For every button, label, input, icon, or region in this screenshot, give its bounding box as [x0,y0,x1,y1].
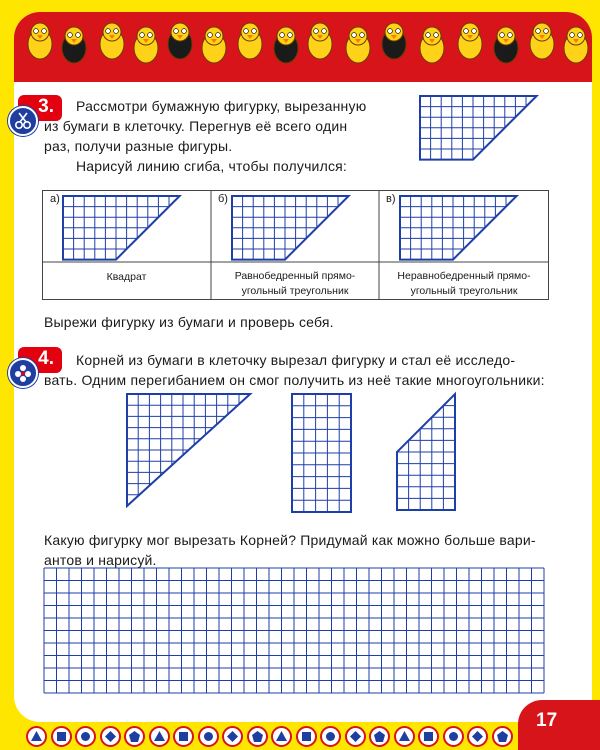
poly3-grid-lines [397,394,455,510]
cartoon-character-icon [168,23,192,59]
header-banner [14,12,592,82]
cartoon-character-icon [134,27,158,63]
decorative-shape-icon [271,726,292,747]
flower-glyph [10,360,36,386]
table-cell-c-figure [400,196,530,256]
decorative-shape-icon [418,726,439,747]
table-cell-a-caption [42,270,211,285]
scissors-glyph [10,108,36,134]
decorative-shape-icon [198,726,219,747]
cartoon-character-icon [238,23,262,59]
cartoon-character-icon [458,23,482,59]
cartoon-character-icon [28,23,52,59]
cartoon-character-icon [202,27,226,63]
task-4-question-line-2: антов и нарисуй. [44,552,157,568]
table-cell-b-figure [232,196,362,256]
task-3-text-line-3: раз, получи разные фигуры. [44,138,233,154]
task-3-text-line-2: из бумаги в клеточку. Перегнув её всего один [44,118,348,134]
drawing-grid-area[interactable] [44,568,544,696]
decorative-shape-icon [394,726,415,747]
caption-b-line-2: угольный треугольник [241,285,349,297]
page-number-badge [518,700,600,750]
cartoon-character-icon [308,23,332,59]
caption-b-line-1: Равнобедренный прямо- [234,270,356,282]
caption-c-line-2: угольный треугольник [410,285,518,297]
task-3-text-line-4: Нарисуй линию сгиба, чтобы получился: [76,158,348,174]
decorative-shape-icon [443,726,464,747]
cartoon-character-icon [564,27,588,63]
decorative-shape-icon [320,726,341,747]
decorative-shape-icon [492,726,513,747]
table-cell-b-caption [211,269,379,299]
task-4-number: 4. [38,348,54,369]
decorative-shape-icon [26,726,47,747]
task-3-text-line-1: Рассмотри бумажную фигурку, вырезанную [76,98,367,114]
caption-c-line-1: Неравнобедренный прямо- [397,270,531,282]
cartoon-character-icon [420,27,444,63]
table-cell-b-label: б) [218,193,228,205]
task-4-question-line-1: Какую фигурку мог вырезать Корней? Придумай как можно больше вари- [44,532,536,548]
flower-icon [8,358,38,388]
table-cell-c-caption [379,269,549,299]
cell-b-grid-lines [232,196,349,260]
task-4-text-line-1: Корней из бумаги в клеточку вырезал фигурку и стал её исследо- [76,352,516,368]
poly2-grid-lines [292,394,351,512]
polygon-trapezoid-figure [397,394,462,514]
decorative-shape-icon [467,726,488,747]
cartoon-character-icon [494,27,518,63]
decorative-shape-icon [369,726,390,747]
task-3-footer-text: Вырежи фигурку из бумаги и проверь себя. [44,314,334,330]
sample-grid-figure [420,96,550,166]
decorative-shape-icon [149,726,170,747]
table-cell-a-figure [63,196,193,256]
cartoon-character-icon [346,27,370,63]
decorative-shape-icon [173,726,194,747]
table-cell-a-label: а) [50,193,60,205]
task-4-text-line-2: вать. Одним перегибанием он смог получить из неё такие многоугольники: [44,372,545,388]
decorative-shape-icon [345,726,366,747]
cartoon-character-icon [274,27,298,63]
decorative-shape-icon [222,726,243,747]
decorative-shape-icon [247,726,268,747]
cartoon-character-icon [62,27,86,63]
caption-a-line-1: Квадрат [106,271,147,283]
task-3-number: 3. [38,96,54,117]
polygon-rectangle-figure [292,394,357,514]
decorative-shape-icon [51,726,72,747]
table-cell-c-label: в) [386,193,396,205]
scissors-icon [8,106,38,136]
cartoon-character-icon [100,23,124,59]
sample-grid-lines [420,96,537,160]
cell-c-grid-lines [400,196,517,260]
decorative-shape-icon [124,726,145,747]
cartoon-character-icon [382,23,406,59]
polygon-triangle-figure [127,394,257,514]
decorative-shape-icon [100,726,121,747]
cell-a-grid-lines [63,196,180,260]
bottom-decorative-strip [26,726,516,748]
decorative-shape-icon [296,726,317,747]
page-number: 17 [536,710,558,731]
characters-row [14,12,592,82]
cartoon-character-icon [530,23,554,59]
decorative-shape-icon [75,726,96,747]
